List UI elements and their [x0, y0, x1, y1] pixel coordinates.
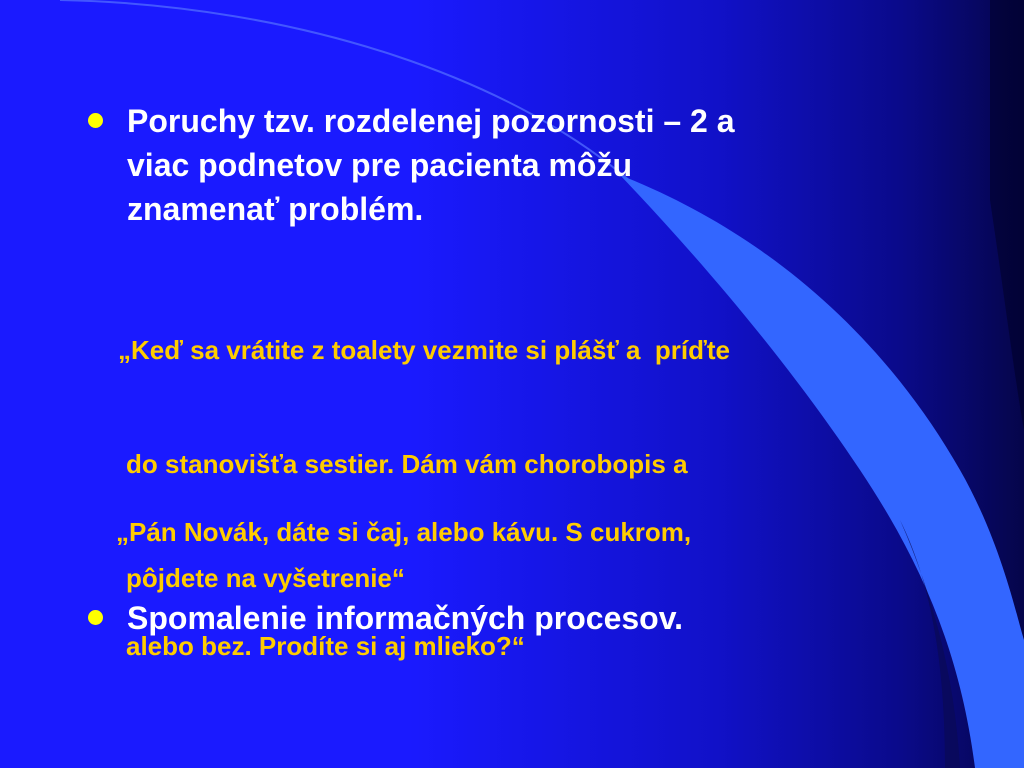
quote-1-line-1: „Keď sa vrátite z toalety vezmite si plášť a príďte [118, 335, 730, 365]
bullet-2-line-1: Spomalenie informačných procesov. [127, 600, 684, 636]
bullet-dot-icon [88, 610, 103, 625]
quote-2 [116, 437, 691, 741]
bullet-text-2 [127, 596, 683, 640]
bullet-dot-icon [88, 113, 103, 128]
bullet-1-line-2: viac podnetov pre pacienta môžu [127, 147, 632, 183]
bullet-item-2 [88, 596, 683, 640]
bullet-1-line-1: Poruchy tzv. rozdelenej pozornosti – 2 a [127, 103, 735, 139]
quote-2-line-1: „Pán Novák, dáte si čaj, alebo kávu. S cukrom, [116, 517, 692, 547]
quote-1-line-2: do stanovišťa sestier. Dám vám chorobopis a [126, 449, 688, 479]
quote-1-line-3: pôjdete na vyšetrenie“ [126, 563, 405, 593]
quote-2-line-2: alebo bez. Prodíte si aj mlieko?“ [126, 631, 525, 661]
bullet-1-line-3: znamenať problém. [127, 191, 424, 227]
bullet-text-1 [127, 99, 735, 231]
bullet-item-1 [88, 99, 735, 231]
